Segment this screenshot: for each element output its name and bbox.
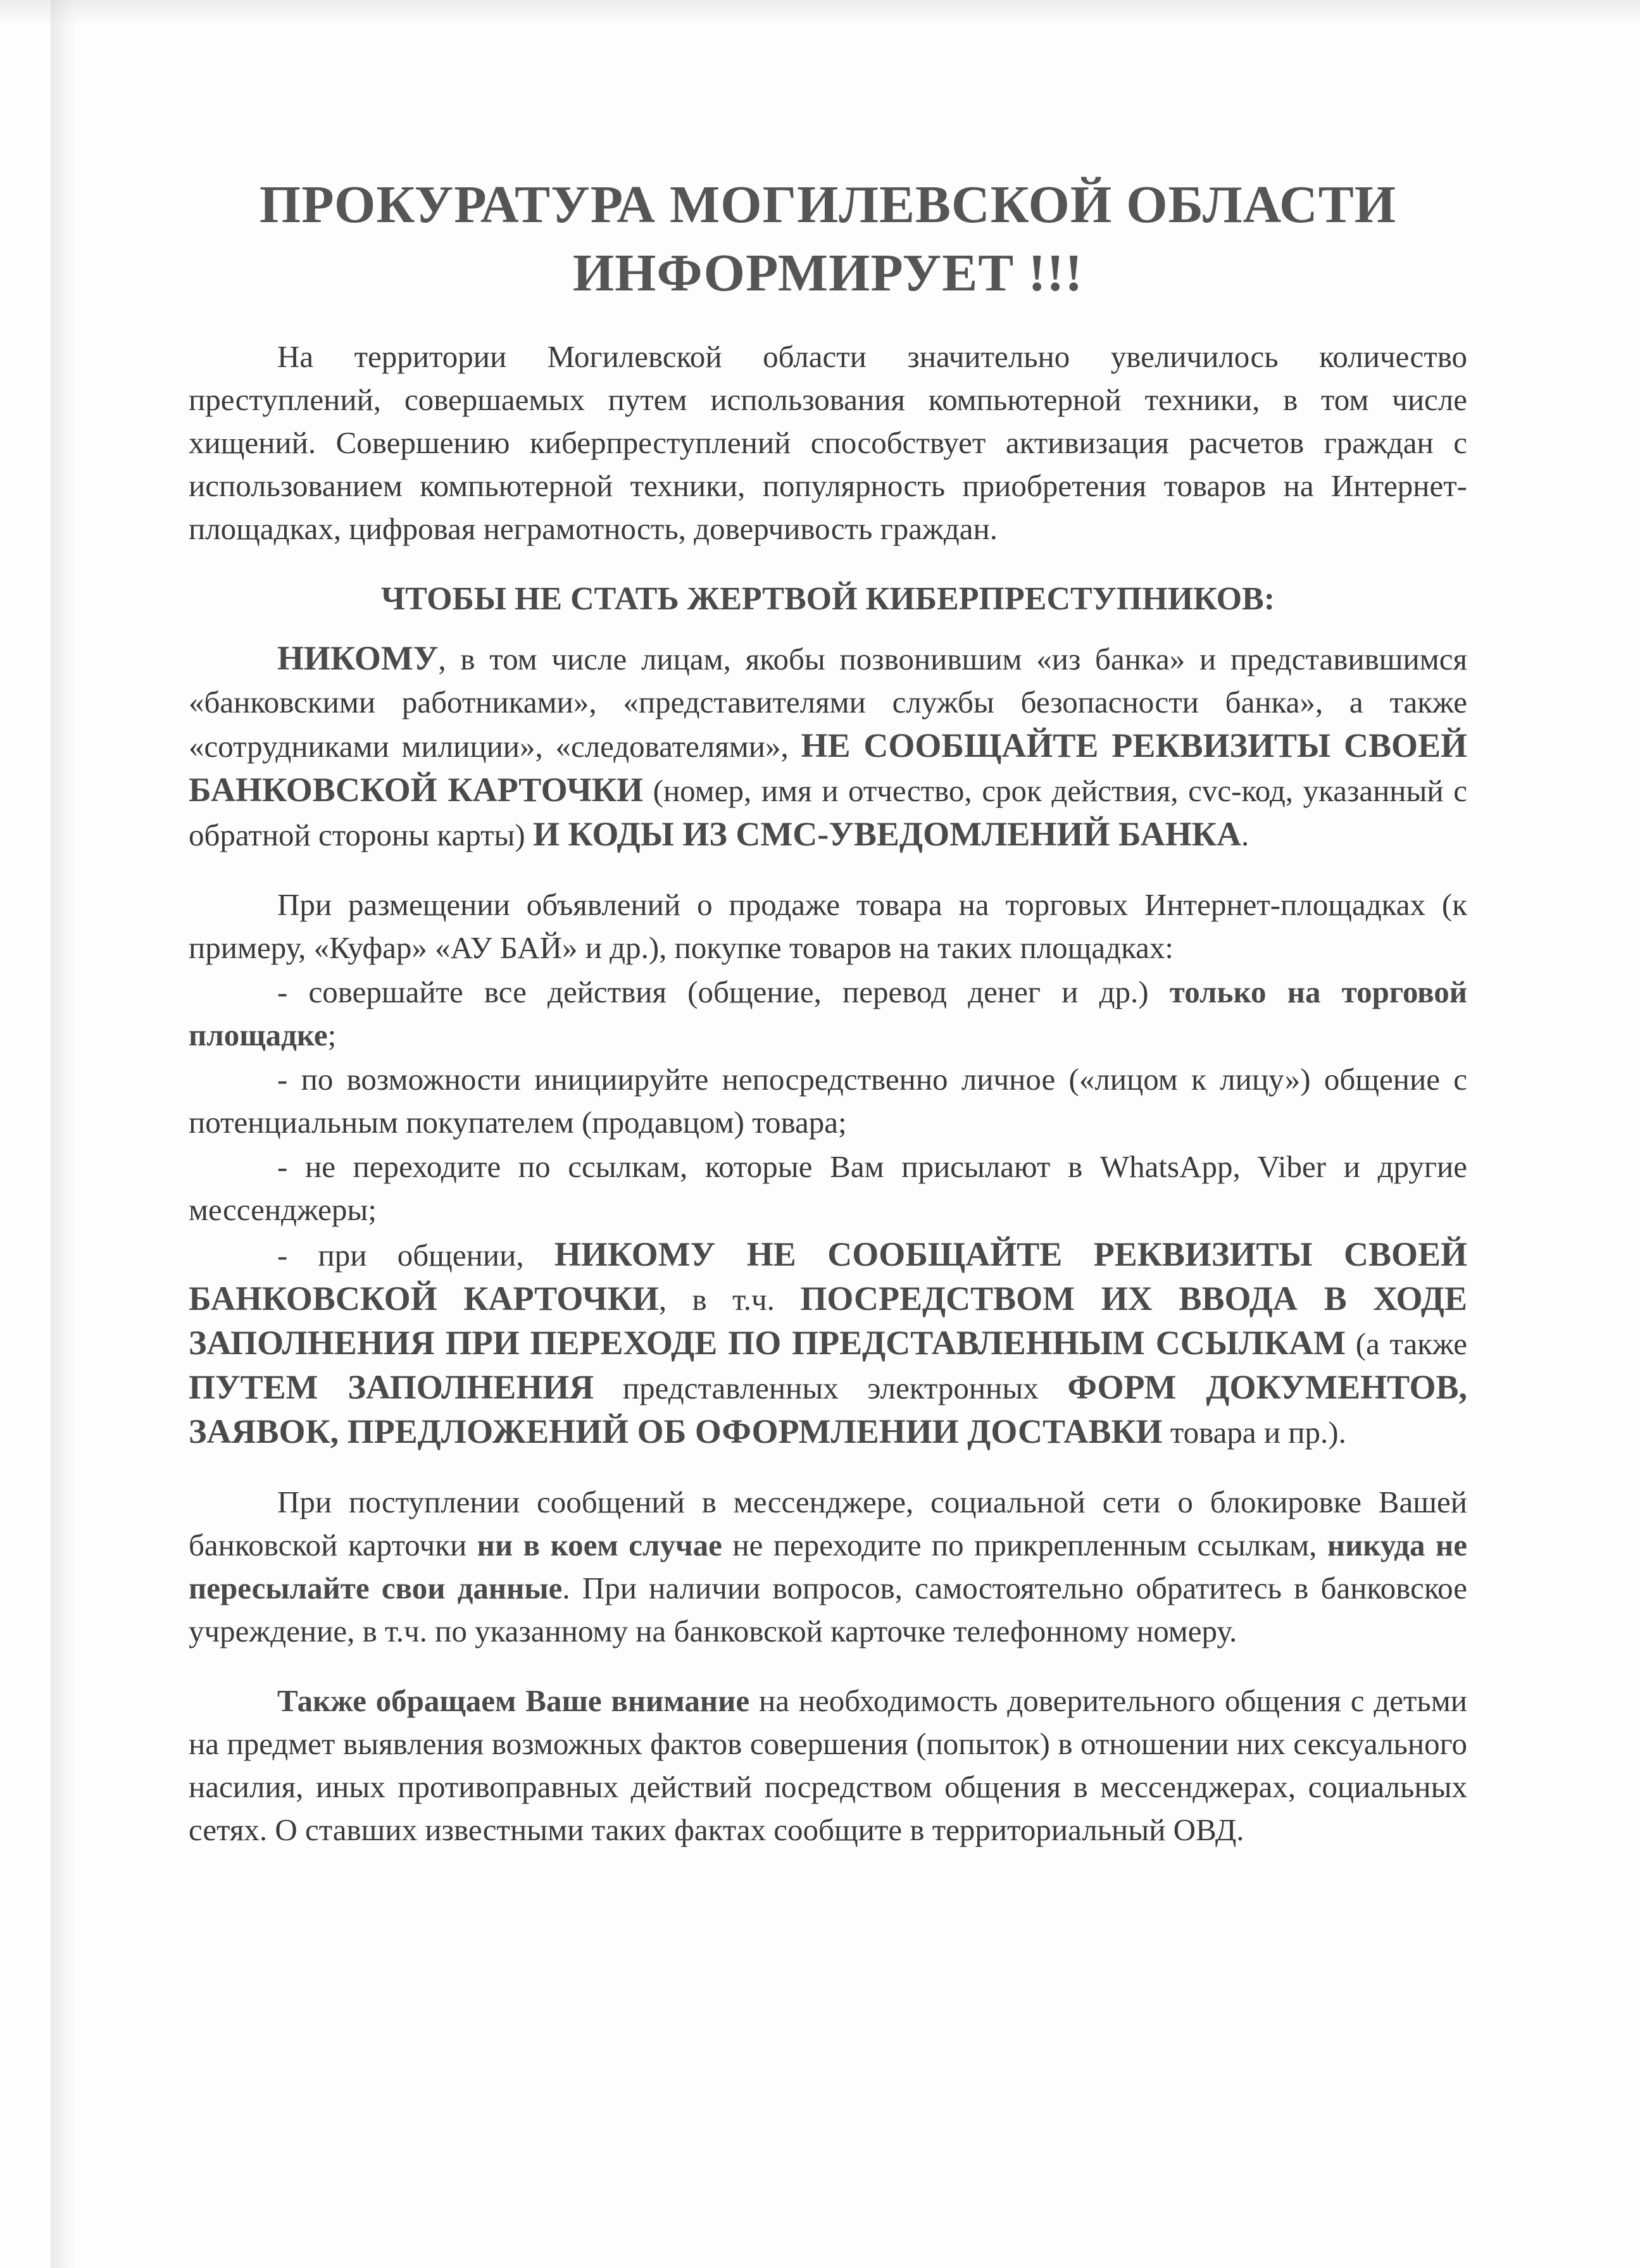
list-item-1-end: ; [327, 1018, 337, 1052]
children-bold: Также обращаем Ваше внимание [277, 1683, 750, 1718]
blocking-bold-1: ни в коем случае [477, 1528, 722, 1562]
list-item-4-text-3: (а также [1346, 1326, 1467, 1361]
scan-edge-left [51, 0, 76, 2268]
warning-paragraph [189, 637, 1467, 857]
intro-paragraph: На территории Могилевской области значительно увеличилось количество преступлений, совершаемых путем использования компьютерной техники, в том числе хищений. Совершению киберпреступлений способствует активизация расчетов граждан с использованием компьютерной техники, популярность приобретения товаров на Интернет-площадках, цифровая неграмотность, доверчивость граждан. [189, 339, 1467, 546]
title-line-1: ПРОКУРАТУРА МОГИЛЕВСКОЙ ОБЛАСТИ [259, 175, 1397, 234]
warning-text-3: . [1241, 818, 1249, 852]
warning-bold-2: НЕ СООБЩАЙТЕ РЕКВИЗИТЫ СВОЕЙ БАНКОВСКОЙ КАРТОЧКИ [189, 726, 1468, 809]
list-item-4-text-5: товара и пр.). [1162, 1415, 1346, 1450]
warning-bold-3: И КОДЫ ИЗ СМС-УВЕДОМЛЕНИЙ БАНКА [533, 815, 1241, 853]
list-item-4-bold-4: ФОРМ ДОКУМЕНТОВ, ЗАЯВОК, ПРЕДЛОЖЕНИЙ ОБ ОФОРМЛЕНИИ ДОСТАВКИ [189, 1368, 1467, 1450]
section-subheading: ЧТОБЫ НЕ СТАТЬ ЖЕРТВОЙ КИБЕРПРЕСТУПНИКОВ: [380, 581, 1275, 617]
warning-bold-1: НИКОМУ [277, 639, 439, 677]
children-text: на необходимость доверительного общения с детьми на предмет выявления возможных фактов совершения (попыток) в отношении них сексуального насилия, иных противоправных действий посредством общения в мессенджерах, социальных сетях. О ставших известными таких фактах сообщите в территориальный ОВД. [189, 1683, 1467, 1847]
warning-text-2: (номер, имя и отчество, срок действия, cvc-код, указанный с обратной стороны карты) [189, 773, 1467, 852]
list-item-4-bold-1: НИКОМУ НЕ СООБЩАЙТЕ РЕКВИЗИТЫ СВОЕЙ БАНКОВСКОЙ КАРТОЧКИ [189, 1235, 1468, 1318]
list-item-3: - не переходите по ссылкам, которые Вам присылают в WhatsApp, Viber и другие мессенджеры; [189, 1149, 1467, 1227]
blocking-bold-2: никуда не пересылайте свои данные [189, 1528, 1468, 1605]
list-item-4-text-1: - при общении, [277, 1238, 554, 1273]
blocking-paragraph [189, 1481, 1467, 1653]
list-item-1-text: - совершайте все действия (общение, перевод денег и др.) [277, 975, 1170, 1009]
document-title [189, 171, 1467, 308]
scan-edge-top [0, 0, 1640, 25]
blocking-text-3: . При наличии вопросов, самостоятельно обратитесь в банковское учреждение, в т.ч. по указанному на банковской карточке телефонному номеру. [189, 1571, 1467, 1648]
children-paragraph [189, 1679, 1467, 1852]
list-item-4 [189, 1233, 1467, 1454]
list-item-4-text-2: , в т.ч. [658, 1282, 801, 1317]
title-line-2: ИНФОРМИРУЕТ !!! [572, 244, 1084, 302]
marketplace-intro-paragraph: При размещении объявлений о продаже товара на торговых Интернет-площадках (к примеру, «Куфар» «АУ БАЙ» и др.), покупке товаров на таких площадках: [189, 887, 1467, 965]
blocking-text-1: При поступлении сообщений в мессенджере, социальной сети о блокировке Вашей банковской карточки [189, 1485, 1467, 1562]
list-item-4-bold-3: ПУТЕМ ЗАПОЛНЕНИЯ [189, 1368, 594, 1406]
list-item-4-text-4: представленных электронных [594, 1371, 1068, 1405]
blocking-text-2: не переходите по прикрепленным ссылкам, [722, 1528, 1327, 1562]
warning-text-1: , в том числе лицам, якобы позвонившим «из банка» и представившимся «банковскими работниками», «представителями службы безопасности банка», а также «сотрудниками милиции», «следователями», [189, 642, 1467, 764]
list-item-1 [189, 971, 1467, 1057]
document-body [189, 171, 1467, 1852]
list-item-2: - по возможности инициируйте непосредственно личное («лицом к лицу») общение с потенциальным покупателем (продавцом) товара; [189, 1062, 1467, 1140]
list-item-4-bold-2: ПОСРЕДСТВОМ ИХ ВВОДА В ХОДЕ ЗАПОЛНЕНИЯ ПРИ ПЕРЕХОДЕ ПО ПРЕДСТАВЛЕННЫМ ССЫЛКАМ [189, 1280, 1467, 1362]
list-item-1-bold: только на торговой площадке [189, 975, 1467, 1052]
